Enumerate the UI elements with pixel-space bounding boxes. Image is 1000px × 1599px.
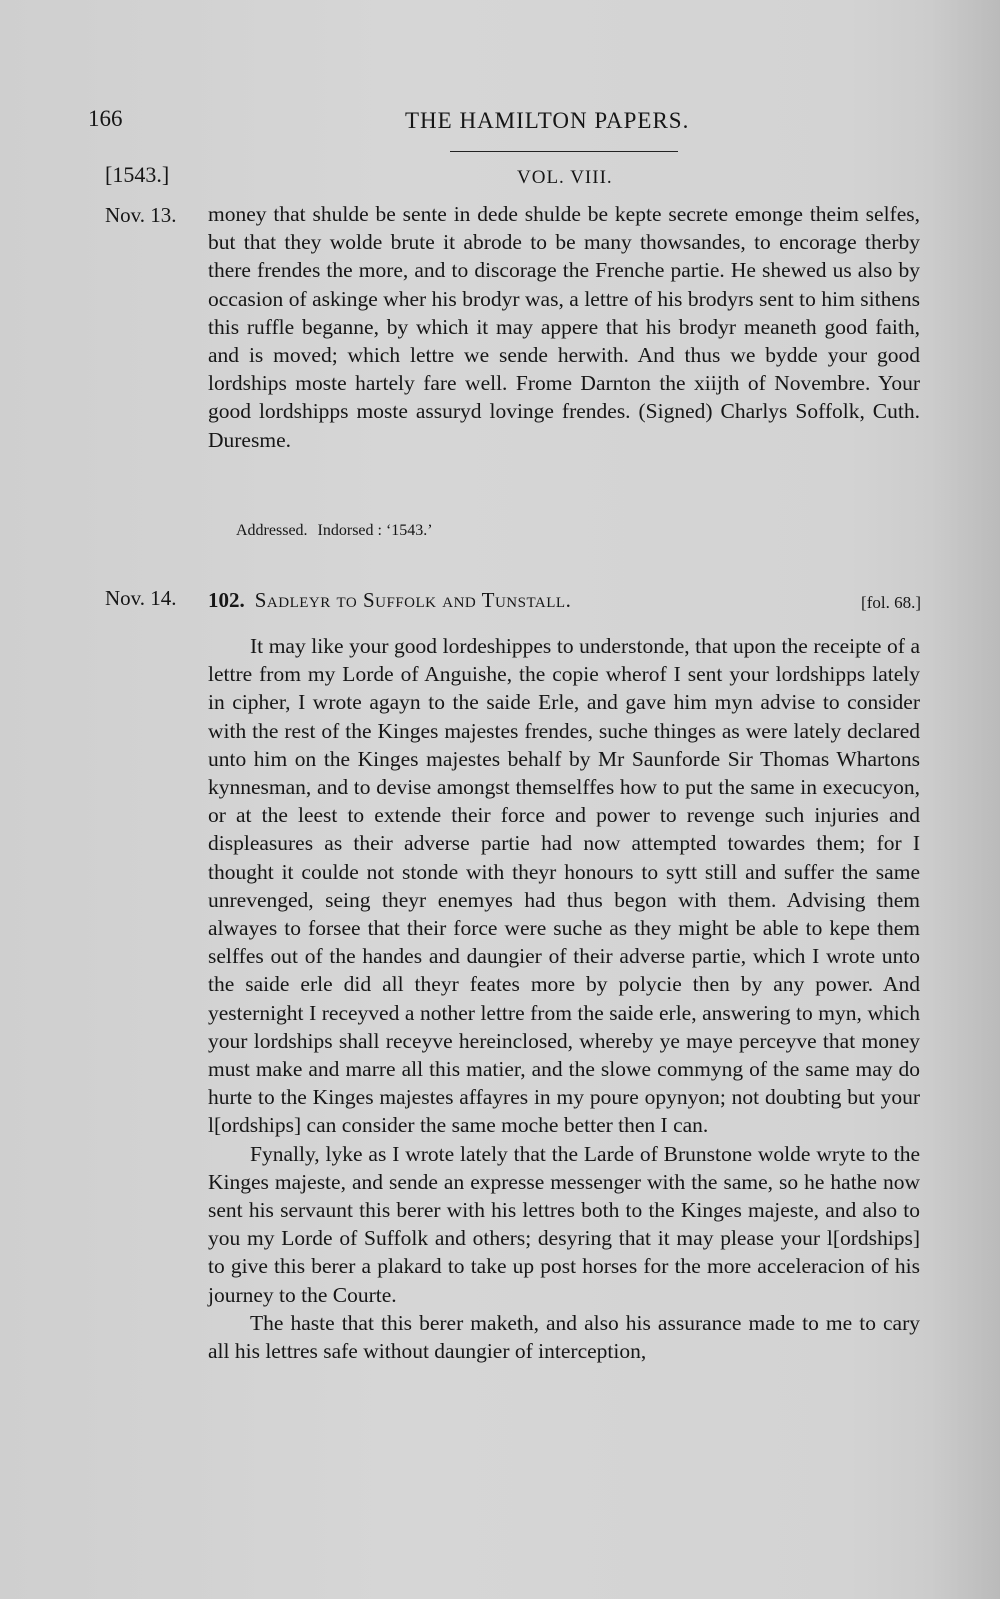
letter-102-body — [208, 632, 920, 1365]
header-rule — [450, 151, 678, 152]
endorsement-note — [236, 522, 433, 540]
paragraph: It may like your good lordeshippes to understonde, that upon the receipte of a lettre from my Lorde of Anguishe, the copie wherof I sent your lordshipps lately in cipher, I wrote agayn to the saide Erle, and gave him myn advise to consider with the rest of the Kinges majestes frendes, suche thinges as were lately declared unto him on the Kinges majestes behalf by Mr Saunforde Sir Thomas Whartons kynnesman, and to devise amongst themselffes how to put the same in execucyon, or at the leest to extende their force and power to revenge such injuries and displeasures as their adverse partie had now attempted towardes them; for I thought it coulde not stonde with theyr honours to sytt still and suffer the same unrevenged, seing theyr enemyes had thus begon with them. Advising them alwayes to forsee that their force were suche as they might be able to kepe them selffes out of the handes and daungier of their adverse partie, which I wrote unto the saide erle did all theyr feates more by polycie then by any power. And yesternight I receyved a nother lettre from the saide erle, answering to myn, which your lordships shall receyve hereinclosed, whereby ye maye perceyve that money must make and marre all this matier, and the slowe commyng of the same may do hurte to the Kinges majestes affayres in my poure opynyon; not doubting but your l[ordships] can consider the same moche better then I can. — [208, 634, 920, 1138]
folio-reference: [fol. 68.] — [861, 593, 921, 612]
year-marker: [1543.] — [105, 162, 170, 187]
letter-101-text: money that shulde be sente in dede shulde be kepte secrete emonge theim selfes, but that they wolde brute it abrode to be many thowsandes, to encorage therby there frendes the more, and to discorage the Frenche partie. He shewed us also by occasion of askinge wher his brodyr was, a lettre of his brodyrs sent to him sithens this ruffle beganne, by which it may appere that his brodyr meaneth good faith, and is moved; which lettre we sende herwith. And thus we bydde your good lordships moste hartely fare well. Frome Darnton the xiijth of Novembre. Your good lordshipps moste assuryd lovinge frendes. (Signed) Charlys Soffolk, Cuth. Duresme. — [208, 202, 920, 452]
addressed-label: Addressed. — [236, 522, 308, 539]
volume-label: VOL. VIII. — [517, 167, 613, 188]
letter-title: Sadleyr to Suffolk and Tunstall. — [254, 588, 572, 612]
letter-number: 102. — [208, 588, 245, 612]
running-title: THE HAMILTON PAPERS. — [405, 108, 690, 133]
margin-date-nov-14: Nov. 14. — [105, 586, 177, 610]
letter-102-heading — [208, 588, 920, 613]
paragraph: The haste that this berer maketh, and also his assurance made to me to cary all his lettres safe without daungier of interception, — [208, 1310, 920, 1364]
paragraph: Fynally, lyke as I wrote lately that the Larde of Brunstone wolde wryte to the Kinges majeste, and sende an expresse messenger with the same, so he hathe now sent his servaunt this berer with his lettres both to the Kinges majeste, and also to you my Lorde of Suffolk and others; desyring that it may please your l[ordships] to give this berer a plakard to take up post horses for the more acceleracion of his journey to the Courte. — [208, 1141, 920, 1307]
letter-101-continuation — [208, 200, 920, 454]
indorsed-label: Indorsed : ‘1543.’ — [317, 522, 433, 539]
margin-date-nov-13: Nov. 13. — [105, 203, 177, 227]
page-number: 166 — [88, 106, 123, 131]
scan-edge-shadow — [930, 0, 1000, 1599]
